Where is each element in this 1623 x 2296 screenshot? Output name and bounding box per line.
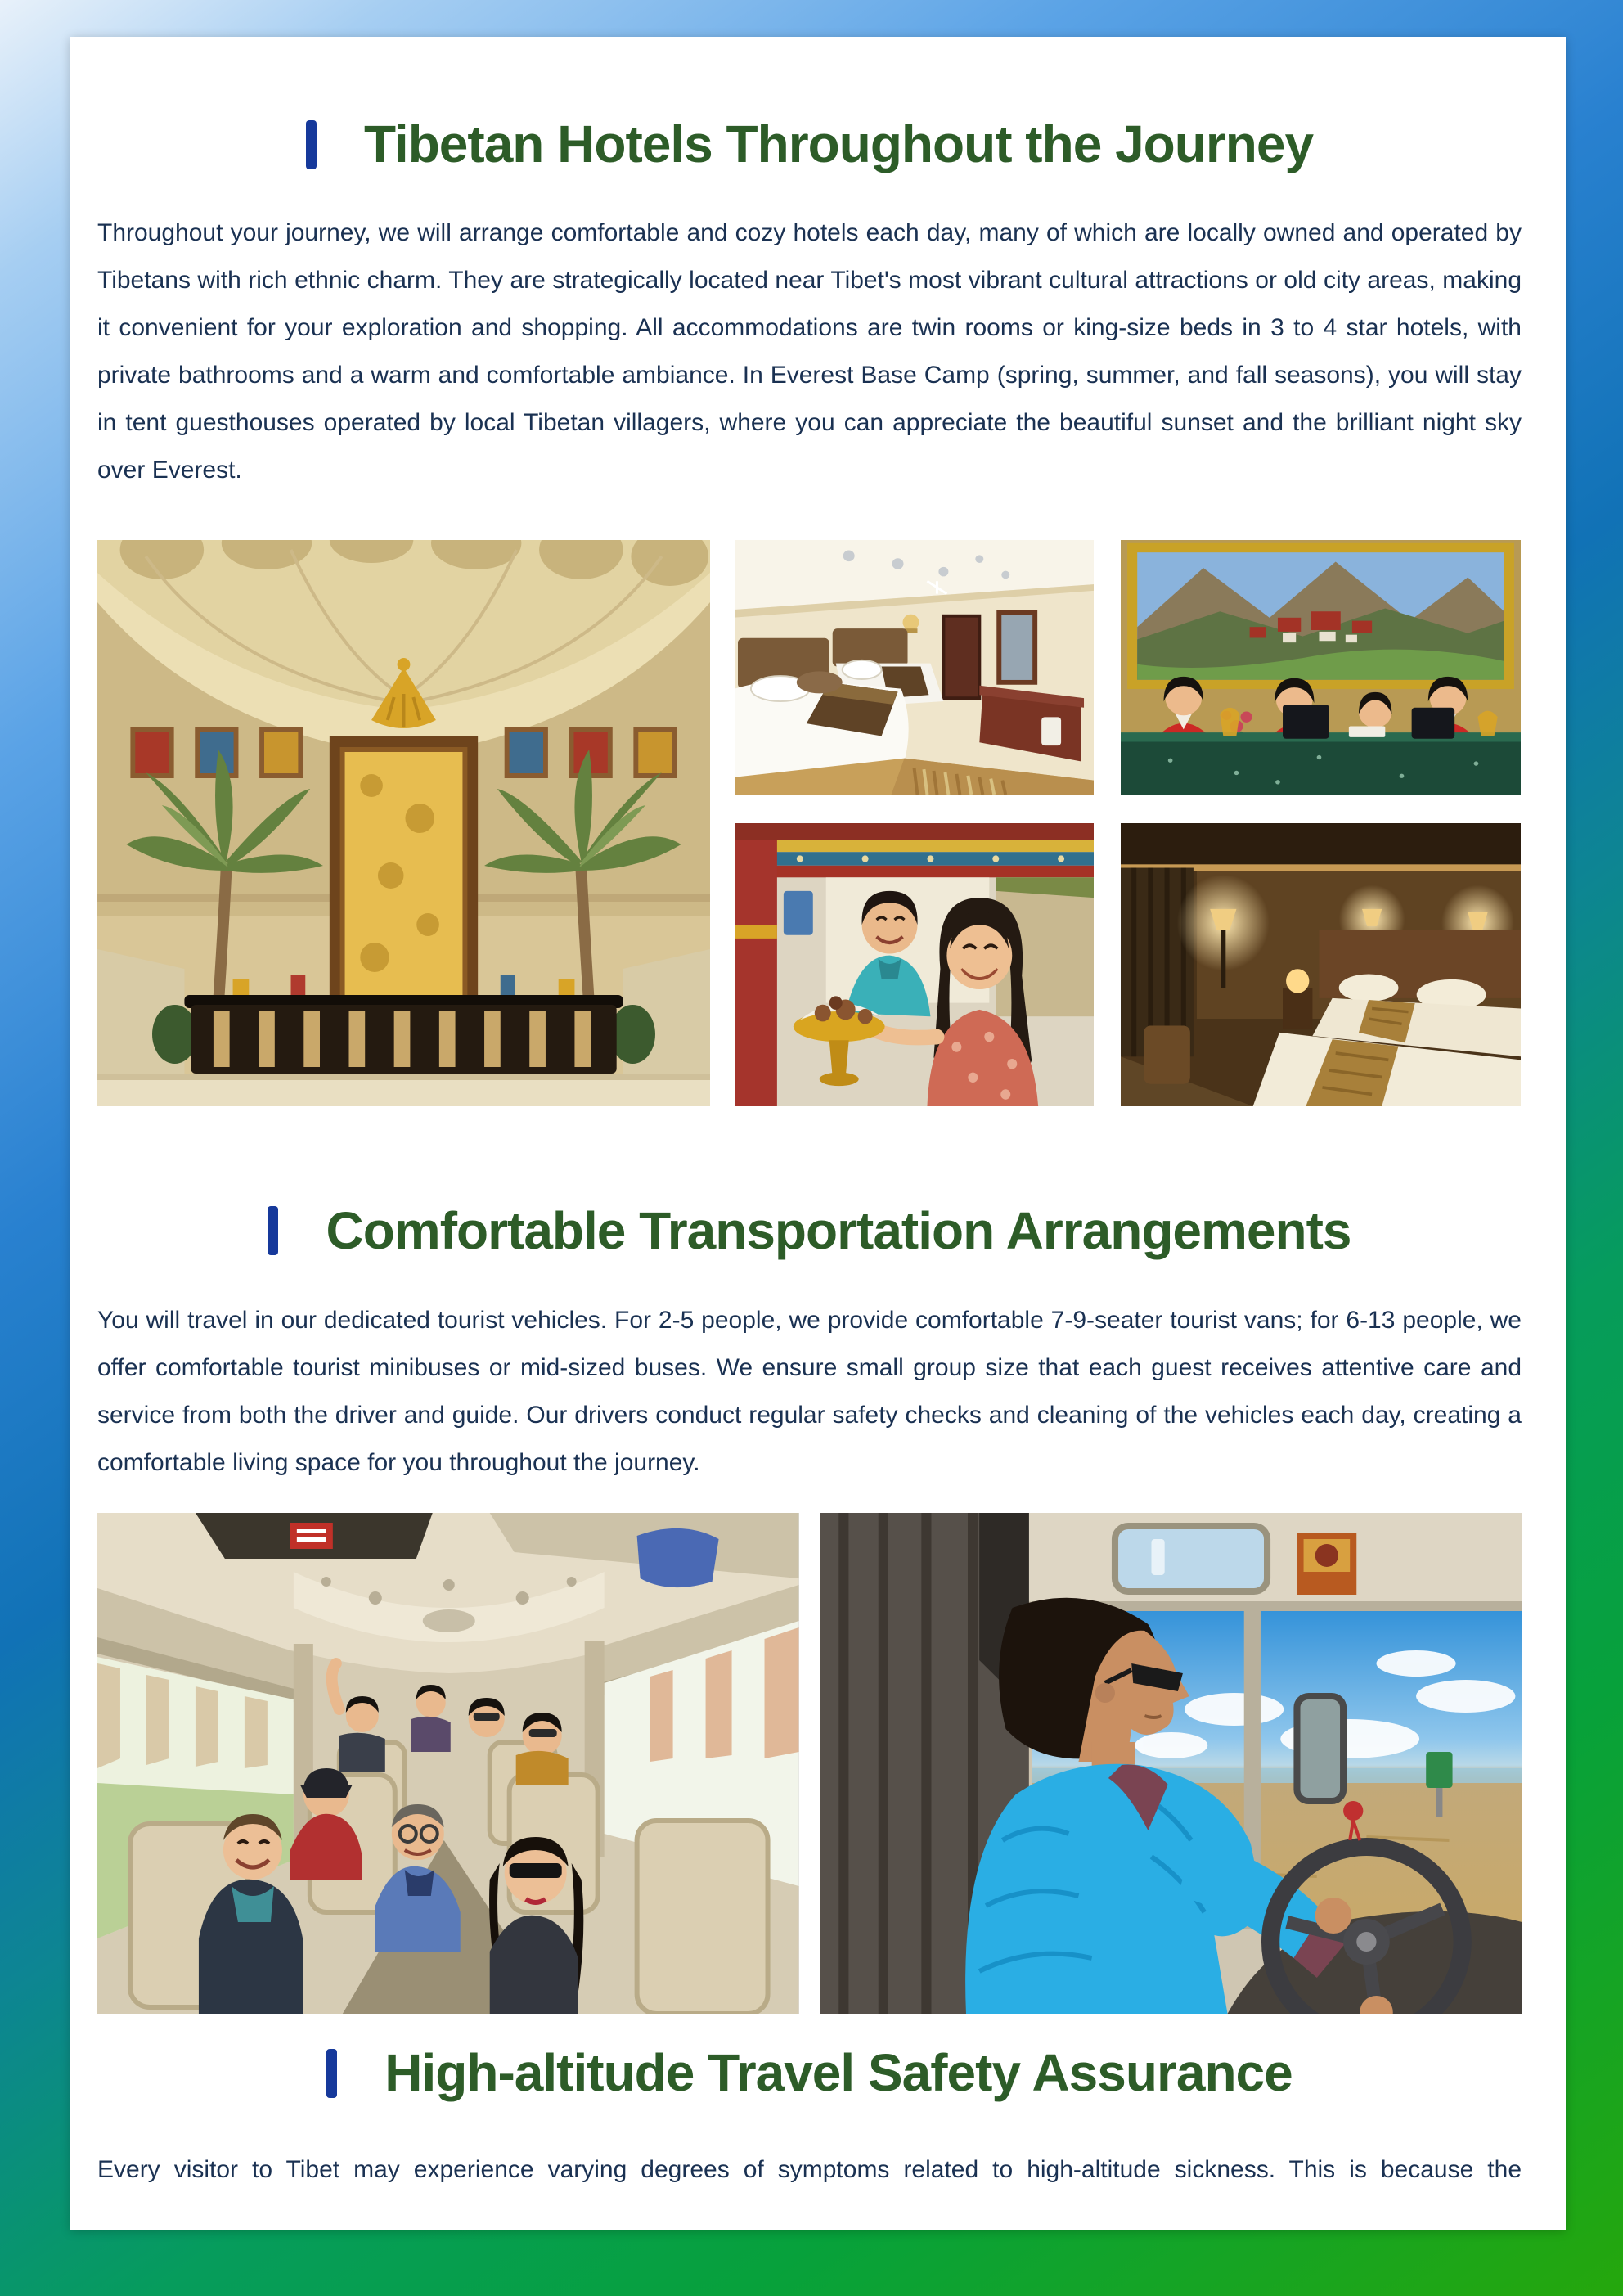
section-title-hotels: Tibetan Hotels Throughout the Journey: [363, 115, 1314, 173]
transport-photo-grid: [97, 1513, 1522, 2014]
heading-accent-bar: [268, 1206, 278, 1255]
hotel-photo-right-column: [735, 540, 1521, 1106]
tibetan-driver-illustration: [820, 1513, 1522, 2014]
bus-interior-illustration: [97, 1513, 799, 2014]
section-heading-transportation: [97, 1201, 1522, 1262]
transportation-paragraph: You will travel in our dedicated tourist vehicles. For 2-5 people, we provide comfortable 7-9-seater tourist vans; for 6-13 people, we offer comfortable tourist minibuses or mid-sized buses. We ensure small group size that each guest receives attentive care and service from both the driver and guide. Our drivers conduct regular safety checks and cleaning of the vehicles each day, creating a comfortable living space for you throughout the journey.: [97, 1307, 1522, 1477]
twin-room-night-illustration: [1121, 823, 1521, 1106]
reception-staff-photo: [1121, 540, 1521, 795]
twin-room-day-illustration: [735, 540, 1094, 795]
heading-accent-bar: [306, 120, 317, 169]
section-title-safety: High-altitude Travel Safety Assurance: [384, 2043, 1293, 2103]
reception-staff-illustration: [1121, 540, 1521, 795]
twin-room-night-photo: [1121, 823, 1521, 1106]
tibetan-driver-photo: [820, 1513, 1522, 2014]
content-card: [70, 37, 1566, 2230]
bus-interior-group-photo: [97, 1513, 799, 2014]
hotel-lobby-photo: [97, 540, 710, 1106]
hotel-lobby-illustration: [97, 540, 710, 1106]
hotels-paragraph: Throughout your journey, we will arrange comfortable and cozy hotels each day, many of which are locally owned and operated by Tibetans with rich ethnic charm. They are strategically located near Tibet's most vibrant cultural attractions or old city areas, making it convenient for your exploration and shopping. All accommodations are twin rooms or king-size beds in 3 to 4 star hotels, with private bathrooms and a warm and comfortable ambiance. In Everest Base Camp (spring, summer, and fall seasons), you will stay in tent guesthouses operated by local Tibetan villagers, where you can appreciate the beautiful sunset and the brilliant night sky over Everest.: [97, 218, 1522, 484]
section-title-transportation: Comfortable Transportation Arrangements: [326, 1200, 1351, 1260]
tibetan-hosts-photo: [735, 823, 1094, 1106]
section-heading-hotels: [97, 115, 1522, 175]
heading-accent-bar: [326, 2049, 337, 2098]
section-heading-safety: [97, 2043, 1522, 2104]
twin-room-day-photo: [735, 540, 1094, 795]
tibetan-hosts-illustration: [735, 823, 1094, 1106]
safety-paragraph: Every visitor to Tibet may experience varying degrees of symptoms related to high-altitude sickness. This is because the: [97, 2155, 1522, 2183]
hotel-photo-grid: [97, 540, 1522, 1106]
